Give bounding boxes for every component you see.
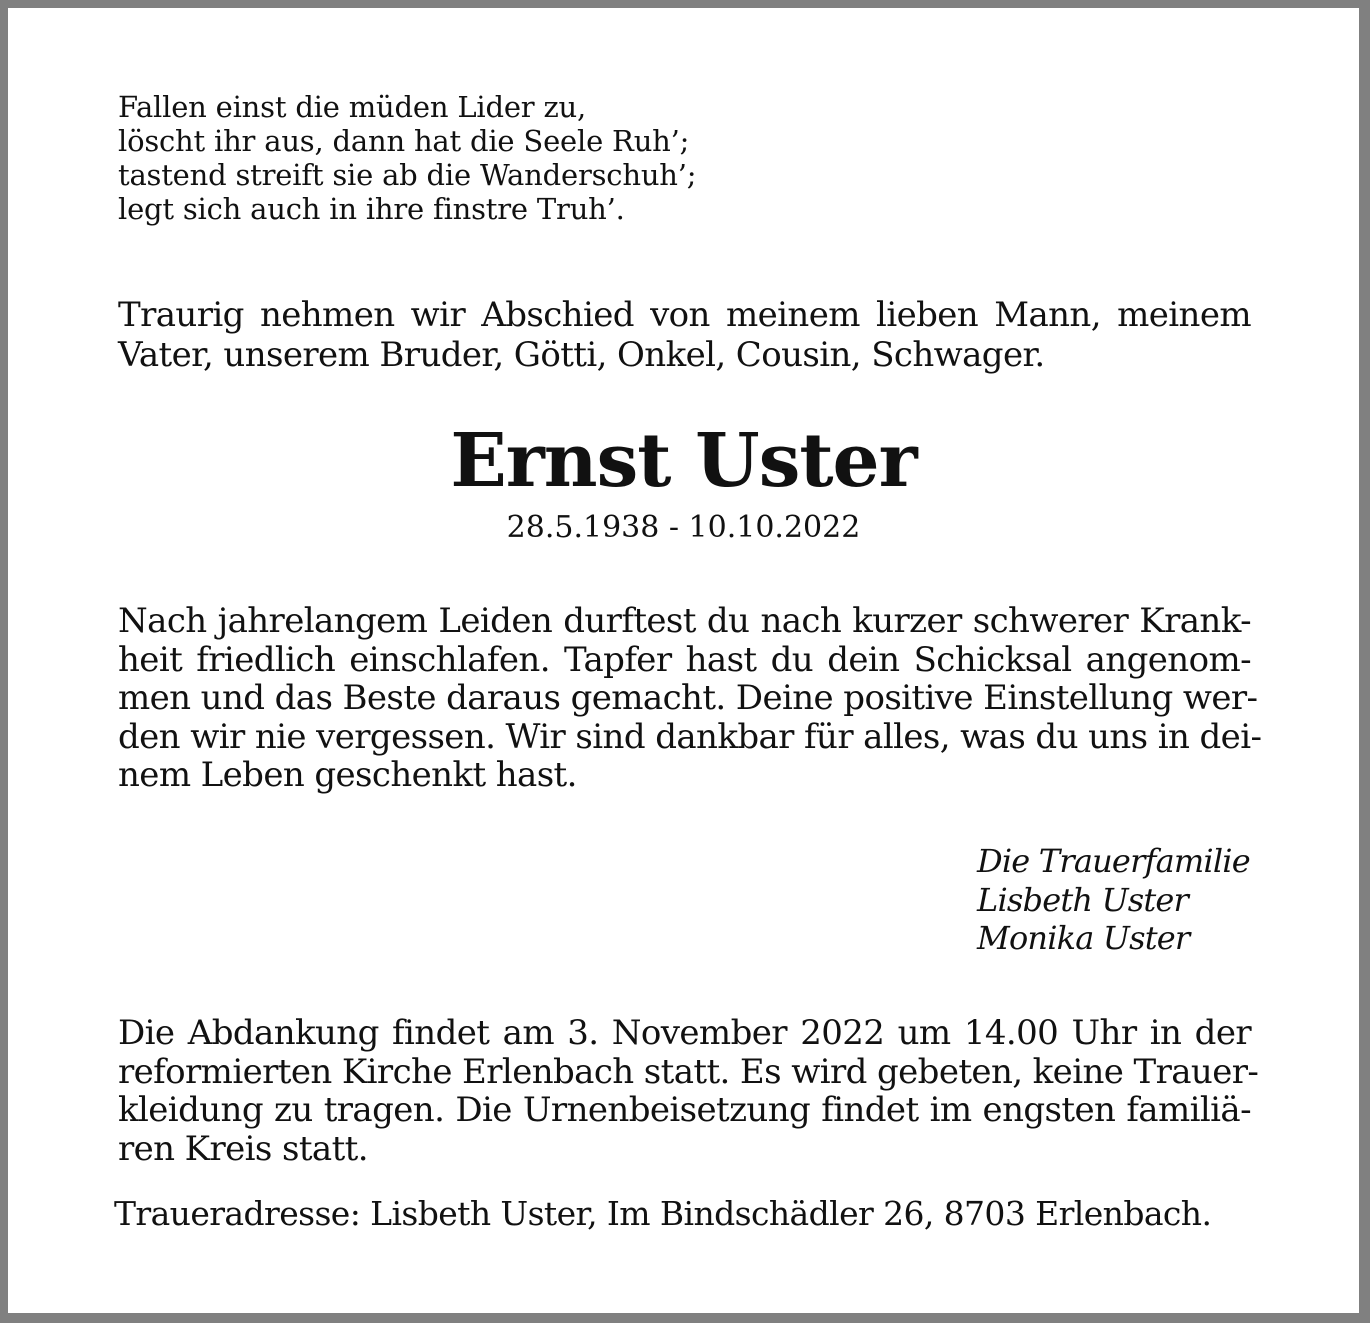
service-line: kleidung zu tragen. Die Urnenbeisetzung findet im engsten familiä-: [118, 1090, 1251, 1130]
service-line: ren Kreis statt.: [118, 1128, 368, 1169]
intro-line: Vater, unserem Bruder, Götti, Onkel, Cousin, Schwager.: [118, 335, 1045, 375]
life-dates: 28.5.1938 - 10.10.2022: [506, 510, 861, 545]
signature-line: Monika Uster: [977, 919, 1190, 957]
body-line: heit friedlich einschlafen. Tapfer hast du dein Schicksal angenom-: [118, 639, 1251, 680]
family-signature: [977, 842, 1250, 958]
body-line: den wir nie vergessen. Wir sind dankbar für alles, was du uns in dei-: [118, 716, 1262, 757]
service-line: reformierten Kirche Erlenbach statt. Es wird gebeten, keine Trauer-: [118, 1051, 1259, 1092]
poem-line: Fallen einst die müden Lider zu,: [118, 90, 587, 124]
intro-line: Traurig nehmen wir Abschied von meinem lieben Mann, meinem: [118, 295, 1251, 335]
service-line: Die Abdankung findet am 3. November 2022 um 14.00 Uhr in der: [118, 1013, 1251, 1053]
body-line: nem Leben geschenkt hast.: [118, 755, 577, 795]
poem-line: tastend streift sie ab die Wanderschuh’;: [118, 158, 697, 192]
service-paragraph: [118, 1013, 1259, 1169]
body-paragraph: [118, 601, 1262, 795]
signature-line: Die Trauerfamilie: [977, 842, 1250, 880]
poem-line: legt sich auch in ihre finstre Truh’.: [118, 192, 625, 226]
body-line: Nach jahrelangem Leiden durftest du nach kurzer schwerer Krank-: [118, 601, 1251, 641]
poem-line: löscht ihr aus, dann hat die Seele Ruh’;: [118, 124, 690, 158]
signature-line: Lisbeth Uster: [977, 880, 1189, 919]
intro-paragraph: [118, 295, 1251, 375]
poem: [118, 90, 696, 226]
obituary-notice: [8, 8, 1359, 1313]
body-line: men und das Beste daraus gemacht. Deine positive Einstellung wer-: [118, 678, 1258, 718]
mourning-address: Traueradresse: Lisbeth Uster, Im Bindschädler 26, 8703 Erlenbach.: [114, 1194, 1212, 1233]
deceased-name: Ernst Uster: [450, 418, 917, 504]
